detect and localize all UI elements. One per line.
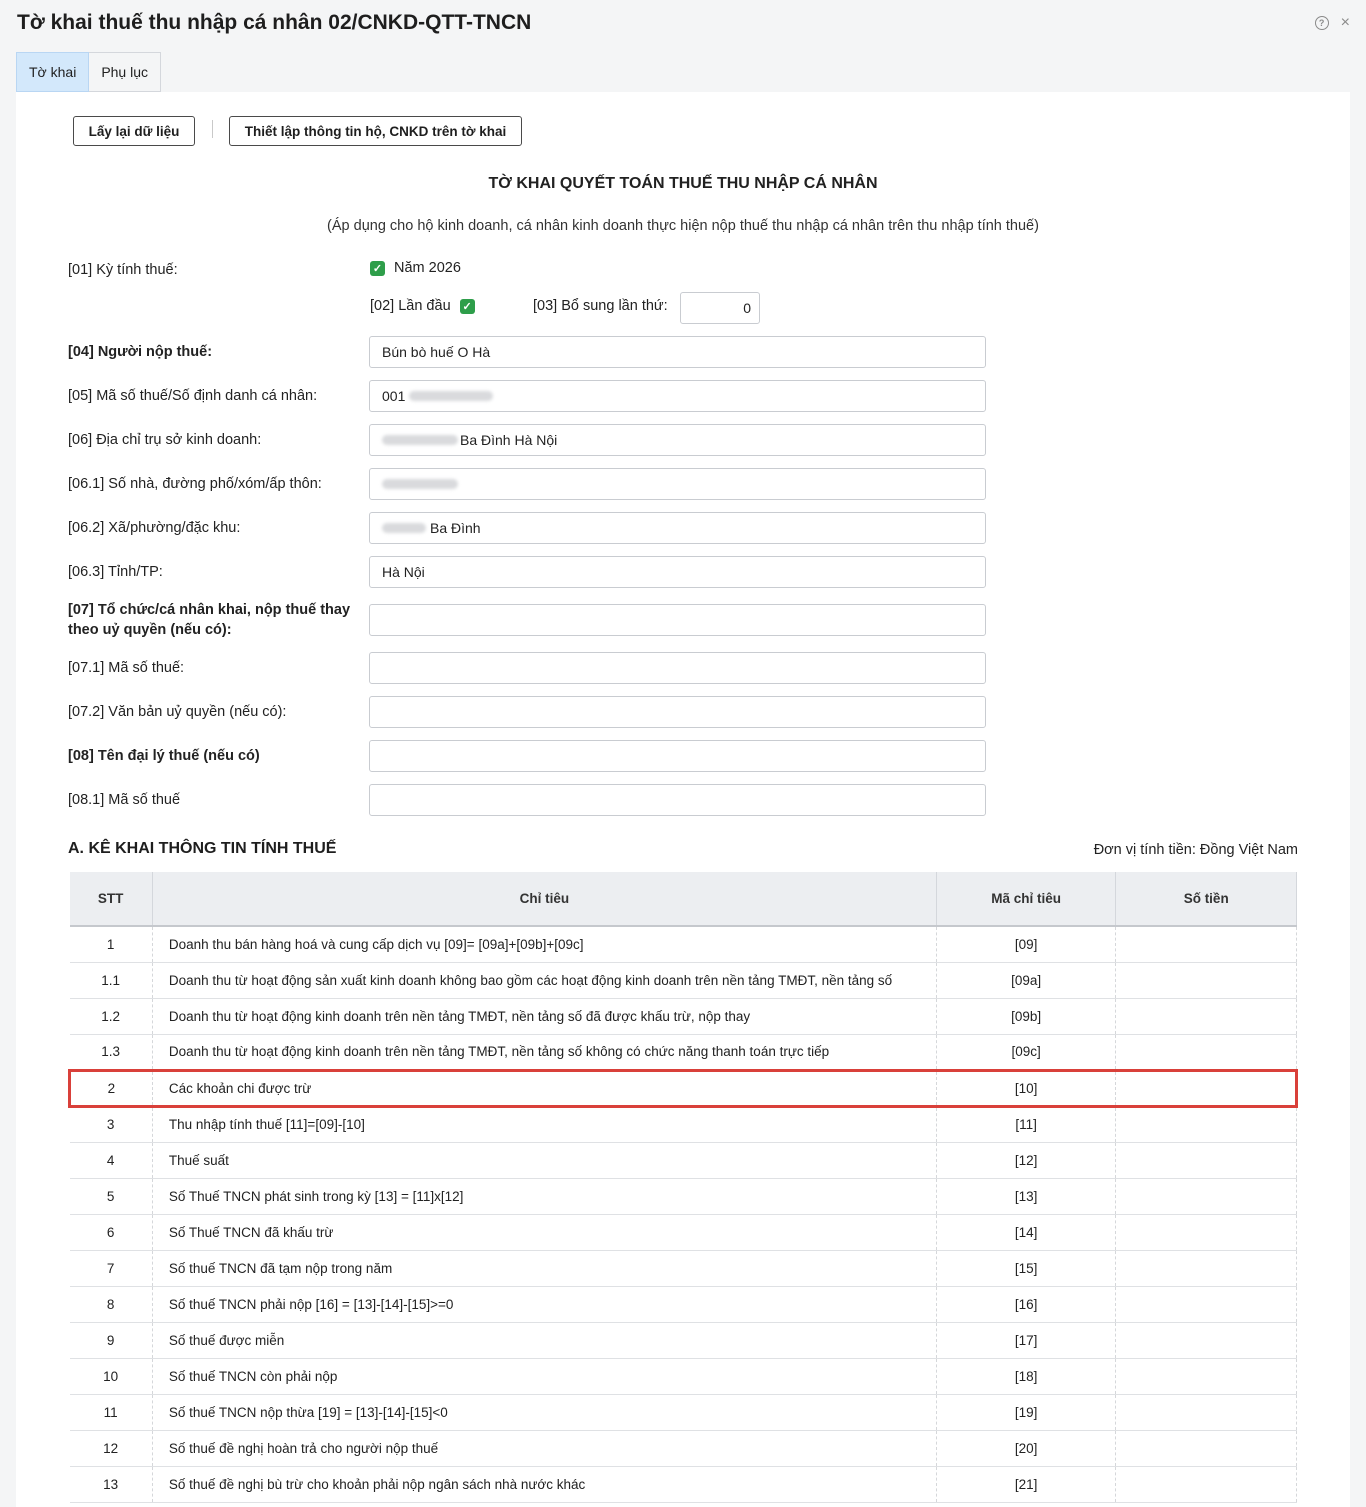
province-label: [06.3] Tỉnh/TP:: [68, 564, 163, 580]
ward-value: Ba Đình: [430, 520, 481, 536]
row-indicator: Doanh thu từ hoạt động sản xuất kinh doanh không bao gồm các hoạt động kinh doanh trên nền tảng TMĐT, nền tảng số: [152, 962, 936, 998]
table-row: [70, 1286, 1297, 1322]
row-amount-input[interactable]: [1116, 1430, 1297, 1466]
row-amount-input[interactable]: [1116, 926, 1297, 962]
ward-input[interactable]: [369, 512, 986, 544]
window-controls: [1315, 16, 1350, 30]
row-code: [18]: [936, 1358, 1116, 1394]
ward-label: [06.2] Xã/phường/đặc khu:: [68, 520, 241, 536]
table-header-row: [70, 872, 1297, 926]
help-icon[interactable]: ?: [1315, 16, 1329, 30]
row-code: [09b]: [936, 998, 1116, 1034]
province-input[interactable]: [369, 556, 986, 588]
col-header-indicator: Chỉ tiêu: [152, 872, 936, 926]
row-code: [09a]: [936, 962, 1116, 998]
authorization-doc-label: [07.2] Văn bản uỷ quyền (nếu có):: [68, 704, 287, 720]
redacted-block: [409, 391, 493, 401]
window-title: Tờ khai thuế thu nhập cá nhân 02/CNKD-QTT-TNCN: [17, 11, 532, 34]
authorization-doc-input[interactable]: [369, 696, 986, 728]
row-code: [11]: [936, 1106, 1116, 1142]
redacted-block: [382, 523, 426, 533]
row-code: [21]: [936, 1466, 1116, 1502]
tax-agent-input[interactable]: [369, 740, 986, 772]
table-row: [70, 1070, 1297, 1106]
row-amount-input[interactable]: [1116, 1106, 1297, 1142]
row-indicator: Thu nhập tính thuế [11]=[09]-[10]: [152, 1106, 936, 1142]
close-icon[interactable]: ×: [1340, 14, 1350, 31]
tax-agent-label: [08] Tên đại lý thuế (nếu có): [68, 748, 260, 764]
col-header-code: Mã chỉ tiêu: [936, 872, 1116, 926]
currency-unit: Đơn vị tính tiền: Đồng Việt Nam: [1093, 842, 1298, 858]
row-indicator: Các khoản chi được trừ: [152, 1070, 936, 1106]
row-indicator: Số thuế TNCN đã tạm nộp trong năm: [152, 1250, 936, 1286]
row-stt: 13: [70, 1466, 153, 1502]
tax-agent-id-input[interactable]: [369, 784, 986, 816]
street-input[interactable]: [369, 468, 986, 500]
first-time-row[interactable]: [370, 298, 475, 314]
row-stt: 7: [70, 1250, 153, 1286]
col-header-stt: STT: [70, 872, 153, 926]
row-code: [12]: [936, 1142, 1116, 1178]
row-stt: 9: [70, 1322, 153, 1358]
agent-org-label: [07] Tổ chức/cá nhân khai, nộp thuế thay theo uỷ quyền (nếu có):: [68, 602, 351, 638]
row-indicator: Số thuế TNCN còn phải nộp: [152, 1358, 936, 1394]
row-indicator: Số Thuế TNCN phát sinh trong kỳ [13] = [11]x[12]: [152, 1178, 936, 1214]
row-amount-input[interactable]: [1116, 962, 1297, 998]
row-amount-input[interactable]: [1116, 1070, 1297, 1106]
row-stt: 4: [70, 1142, 153, 1178]
row-stt: 1.3: [70, 1034, 153, 1070]
first-time-label: [02] Lần đầu: [370, 298, 451, 314]
row-amount-input[interactable]: [1116, 1034, 1297, 1070]
row-indicator: Số thuế TNCN nộp thừa [19] = [13]-[14]-[15]<0: [152, 1394, 936, 1430]
table-row: [70, 926, 1297, 962]
table-row: [70, 1178, 1297, 1214]
row-amount-input[interactable]: [1116, 1286, 1297, 1322]
address-label: [06] Địa chỉ trụ sở kinh doanh:: [68, 432, 262, 448]
province-value: Hà Nội: [382, 564, 425, 580]
row-stt: 2: [70, 1070, 153, 1106]
row-code: [09]: [936, 926, 1116, 962]
row-code: [20]: [936, 1430, 1116, 1466]
table-row: [70, 1322, 1297, 1358]
table-row: [70, 962, 1297, 998]
row-indicator: Doanh thu từ hoạt động kinh doanh trên nền tảng TMĐT, nền tảng số không có chức năng thanh toán trực tiếp: [152, 1034, 936, 1070]
tax-id-input[interactable]: [369, 380, 986, 412]
address-value: Ba Đình Hà Nội: [460, 432, 558, 448]
row-code: [16]: [936, 1286, 1116, 1322]
tax-agent-id-label: [08.1] Mã số thuế: [68, 792, 181, 808]
form-panel: [16, 92, 1350, 1507]
tab-bar: [16, 52, 161, 92]
agent-tax-id-input[interactable]: [369, 652, 986, 684]
reload-data-button[interactable]: Lấy lại dữ liệu: [73, 116, 195, 146]
table-row: [70, 1142, 1297, 1178]
tab-phu-luc[interactable]: Phụ lục: [89, 52, 161, 92]
redacted-block: [382, 479, 458, 489]
table-row: [70, 1106, 1297, 1142]
toolbar-separator: [212, 120, 213, 138]
row-amount-input[interactable]: [1116, 998, 1297, 1034]
row-code: [15]: [936, 1250, 1116, 1286]
row-indicator: Doanh thu bán hàng hoá và cung cấp dịch vụ [09]= [09a]+[09b]+[09c]: [152, 926, 936, 962]
setup-info-button[interactable]: Thiết lập thông tin hộ, CNKD trên tờ khai: [229, 116, 522, 146]
row-amount-input[interactable]: [1116, 1394, 1297, 1430]
row-indicator: Số thuế đề nghị bù trừ cho khoản phải nộp ngân sách nhà nước khác: [152, 1466, 936, 1502]
agent-org-input[interactable]: [369, 604, 986, 636]
row-amount-input[interactable]: [1116, 1142, 1297, 1178]
section-a-title: A. KÊ KHAI THÔNG TIN TÍNH THUẾ: [68, 840, 337, 857]
form-subheading: (Áp dụng cho hộ kinh doanh, cá nhân kinh doanh thực hiện nộp thuế thu nhập cá nhân trên thu nhập tính thuế): [327, 218, 1039, 234]
period-value: Năm 2026: [394, 260, 461, 276]
row-code: [13]: [936, 1178, 1116, 1214]
taxpayer-input[interactable]: [369, 336, 986, 368]
row-stt: 5: [70, 1178, 153, 1214]
period-label: [01] Kỳ tính thuế:: [68, 262, 178, 278]
row-indicator: Số thuế được miễn: [152, 1322, 936, 1358]
table-row: [70, 1394, 1297, 1430]
table-row: [70, 998, 1297, 1034]
row-stt: 3: [70, 1106, 153, 1142]
row-indicator: Doanh thu từ hoạt động kinh doanh trên nền tảng TMĐT, nền tảng số đã được khấu trừ, nộp thay: [152, 998, 936, 1034]
supplement-input[interactable]: 0: [680, 292, 760, 324]
row-code: [10]: [936, 1070, 1116, 1106]
row-stt: 1: [70, 926, 153, 962]
table-row: [70, 1430, 1297, 1466]
table-row: [70, 1466, 1297, 1502]
row-code: [14]: [936, 1214, 1116, 1250]
form-heading: TỜ KHAI QUYẾT TOÁN THUẾ THU NHẬP CÁ NHÂN: [488, 175, 878, 192]
row-code: [09c]: [936, 1034, 1116, 1070]
row-indicator: Số thuế TNCN phải nộp [16] = [13]-[14]-[15]>=0: [152, 1286, 936, 1322]
tax-id-label: [05] Mã số thuế/Số định danh cá nhân:: [68, 388, 318, 404]
row-stt: 10: [70, 1358, 153, 1394]
table-row: [70, 1034, 1297, 1070]
street-label: [06.1] Số nhà, đường phố/xóm/ấp thôn:: [68, 476, 322, 492]
row-indicator: Số Thuế TNCN đã khấu trừ: [152, 1214, 936, 1250]
tab-to-khai[interactable]: Tờ khai: [16, 52, 89, 92]
row-amount-input[interactable]: [1116, 1214, 1297, 1250]
row-indicator: Số thuế đề nghị hoàn trả cho người nộp thuế: [152, 1430, 936, 1466]
row-amount-input[interactable]: [1116, 1322, 1297, 1358]
period-checkbox[interactable]: ✓: [370, 261, 385, 276]
row-amount-input[interactable]: [1116, 1358, 1297, 1394]
redacted-block: [382, 435, 458, 445]
row-amount-input[interactable]: [1116, 1250, 1297, 1286]
row-stt: 1.2: [70, 998, 153, 1034]
row-stt: 11: [70, 1394, 153, 1430]
row-stt: 8: [70, 1286, 153, 1322]
row-indicator: Thuế suất: [152, 1142, 936, 1178]
tax-id-value: 001: [382, 388, 406, 404]
table-row: [70, 1214, 1297, 1250]
tax-info-table: [68, 872, 1298, 1503]
table-row: [70, 1358, 1297, 1394]
row-code: [19]: [936, 1394, 1116, 1430]
taxpayer-value: Bún bò huế O Hà: [382, 344, 491, 360]
row-amount-input[interactable]: [1116, 1466, 1297, 1502]
row-stt: 1.1: [70, 962, 153, 998]
taxpayer-label: [04] Người nộp thuế:: [68, 344, 213, 360]
row-amount-input[interactable]: [1116, 1178, 1297, 1214]
first-time-checkbox[interactable]: ✓: [460, 299, 475, 314]
row-stt: 6: [70, 1214, 153, 1250]
period-checkbox-row[interactable]: [370, 260, 461, 276]
supplement-label: [03] Bổ sung lần thứ:: [533, 298, 668, 314]
address-input[interactable]: [369, 424, 986, 456]
row-stt: 12: [70, 1430, 153, 1466]
col-header-amount: Số tiền: [1116, 872, 1297, 926]
table-row: [70, 1250, 1297, 1286]
agent-tax-id-label: [07.1] Mã số thuế:: [68, 660, 185, 676]
row-code: [17]: [936, 1322, 1116, 1358]
